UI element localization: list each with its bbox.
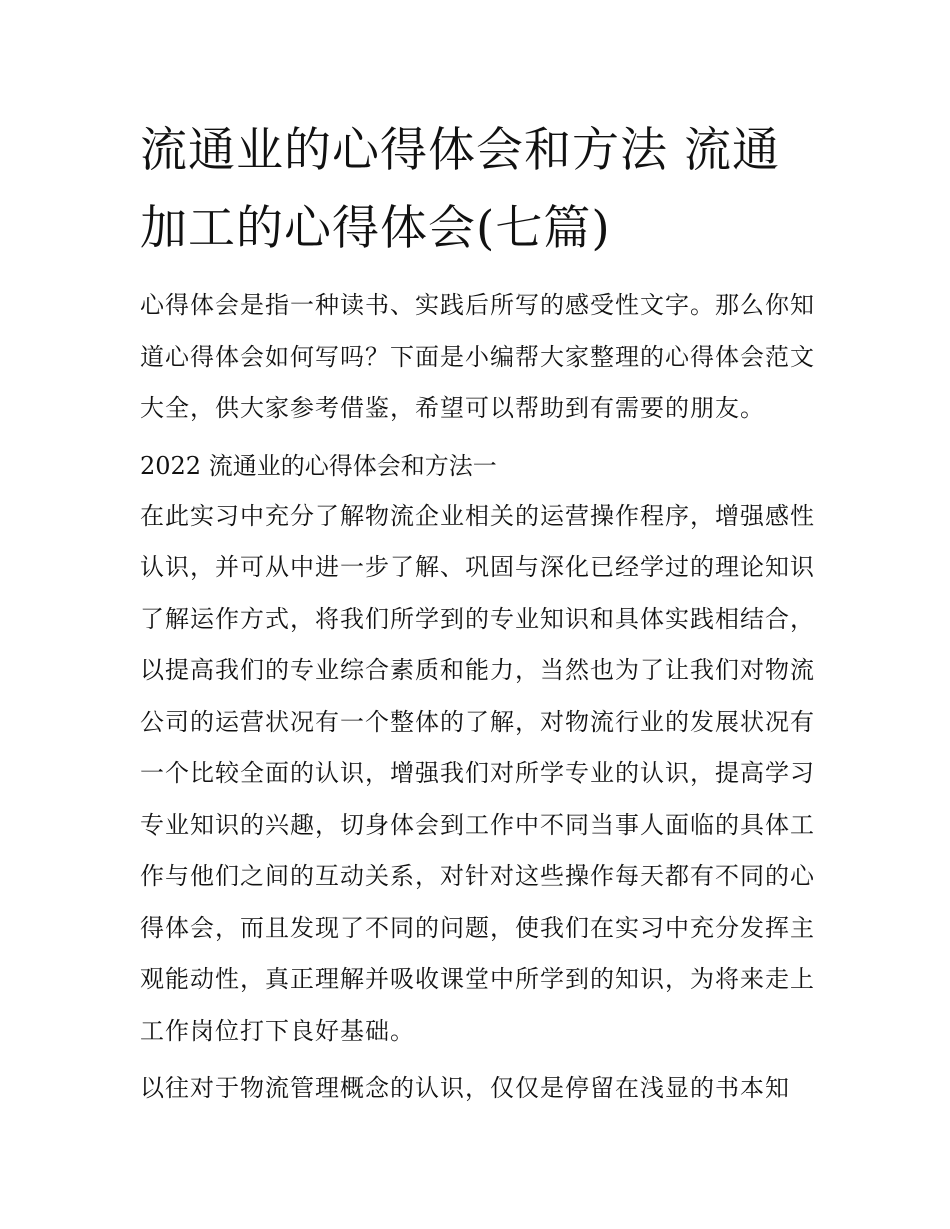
- text-line: 道心得体会如何写吗？下面是小编帮大家整理的心得体会范文: [140, 342, 815, 371]
- text-line: 观能动性，真正理解并吸收课堂中所学到的知识，为将来走上: [140, 965, 815, 993]
- document-page: [140, 112, 820, 1115]
- text-line: 以往对于物流管理概念的认识，仅仅是停留在浅显的书本知: [140, 1074, 790, 1102]
- text-line: 得体会，而且发现了不同的问题，使我们在实习中充分发挥主: [140, 913, 815, 942]
- text-line: 工作岗位打下良好基础。: [140, 1016, 415, 1045]
- section-heading: 2022 流通业的心得体会和方法一: [140, 451, 497, 480]
- text-line: 大全，供大家参考借鉴，希望可以帮助到有需要的朋友。: [140, 394, 765, 422]
- text-line: 专业知识的兴趣，切身体会到工作中不同当事人面临的具体工: [140, 810, 815, 839]
- text-line: 作与他们之间的互动关系，对针对这些操作每天都有不同的心: [140, 862, 815, 890]
- body-paragraph-2: [140, 1063, 820, 1115]
- text-line: 公司的运营状况有一个整体的了解，对物流行业的发展状况有: [140, 707, 815, 736]
- text-line: 认识，并可从中进一步了解、巩固与深化已经学过的理论知识: [140, 553, 815, 581]
- text-line: 一个比较全面的认识，增强我们对所学专业的认识，提高学习: [140, 759, 815, 787]
- intro-paragraph: [140, 280, 820, 435]
- title-line: 流通业的心得体会和方法 流通: [140, 123, 780, 178]
- title-line: 加工的心得体会(七篇): [140, 201, 611, 256]
- body-paragraph-1: [140, 491, 820, 1058]
- text-line: 在此实习中充分了解物流企业相关的运营操作程序，增强感性: [140, 501, 815, 530]
- document-title: [140, 112, 820, 268]
- text-line: 了解运作方式，将我们所学到的专业知识和具体实践相结合，: [140, 604, 815, 633]
- text-line: 心得体会是指一种读书、实践后所写的感受性文字。那么你知: [140, 291, 815, 319]
- text-line: 以提高我们的专业综合素质和能力，当然也为了让我们对物流: [140, 656, 815, 684]
